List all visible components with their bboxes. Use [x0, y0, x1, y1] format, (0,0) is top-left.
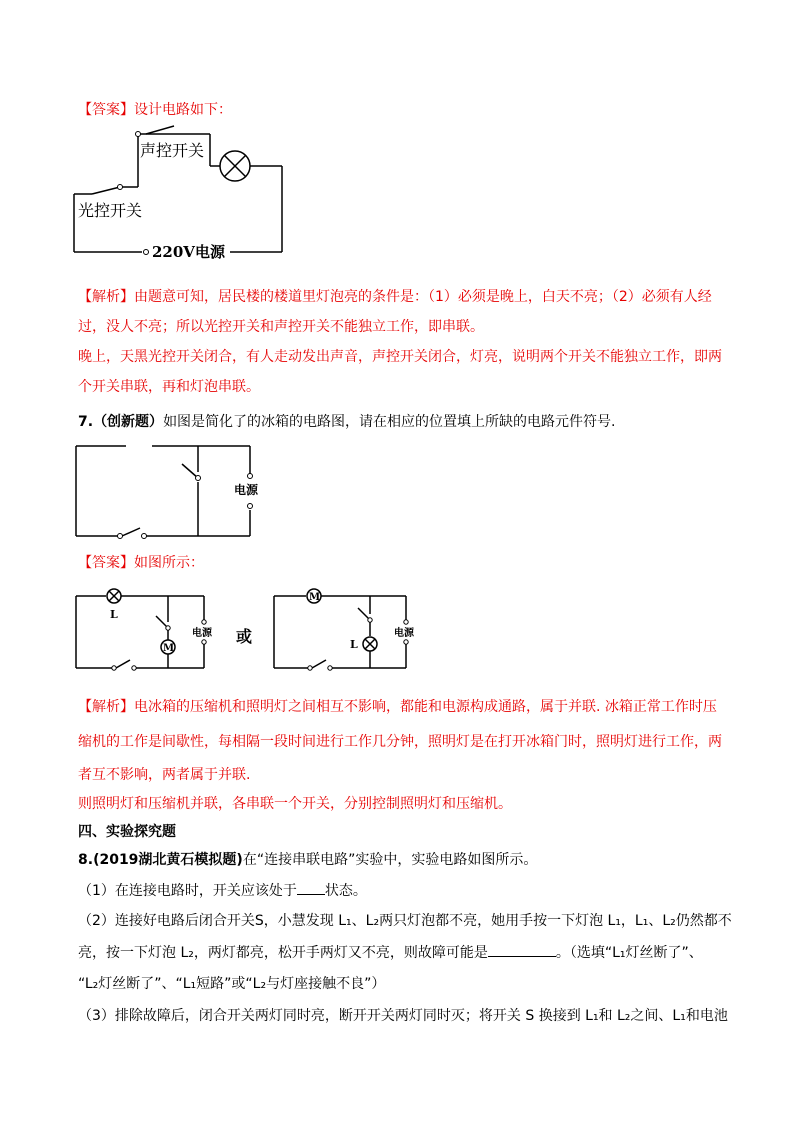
light-switch-label: 光控开关	[78, 201, 143, 220]
sound-switch-label: 声控开关	[140, 141, 205, 160]
part-text: 状态。	[324, 883, 367, 899]
answer-text: 设计电路如下：	[134, 102, 232, 118]
q8-part-3-line-1: （3）排除故障后，闭合开关两灯同时亮，断开开关两灯同时灭；将开关 S 换接到 L₁和 L₂之间、L₁和电池	[78, 1008, 728, 1024]
part-text: （1）在连接电路时，开关应该处于	[78, 883, 297, 899]
answer-text: 如图所示：	[134, 555, 204, 571]
power-label: 电源	[394, 628, 414, 639]
analysis-text: 电冰箱的压缩机和照明灯之间相互不影响，都能和电源构成通路，属于并联. 冰箱正常工作时压	[134, 699, 717, 715]
answer-tag: 【答案】	[78, 102, 134, 118]
q7-answer-circuit-2	[272, 584, 432, 674]
lamp-label: L	[350, 638, 358, 651]
q8-part-1	[78, 880, 367, 901]
q8-part-2-line-3: “L₂灯丝断了”、“L₁短路”或“L₂与灯座接触不良”）	[78, 976, 386, 992]
analysis-text: 由题意可知，居民楼的楼道里灯泡亮的条件是：（1）必须是晚上，白天不亮；（2）必须有人经	[134, 289, 712, 305]
q7-answer-line	[78, 553, 204, 573]
part-text: 亮，按一下灯泡 L₂，两灯都亮，松开手两灯又不亮，则故障可能是	[78, 945, 488, 961]
answer-tag: 【答案】	[78, 555, 134, 571]
analysis-tag: 【解析】	[78, 289, 134, 305]
q8-part-2-line-1: （2）连接好电路后闭合开关S，小慧发现 L₁、L₂两只灯泡都不亮，她用手按一下灯泡 L₁，L₁、L₂仍然都不	[78, 913, 732, 929]
q6-analysis-line-1	[78, 287, 712, 307]
part-text: 。（选填“L₁灯丝断了”、	[555, 945, 703, 961]
question-tag: （创新题）	[93, 414, 164, 430]
q7-analysis-line-2: 缩机的工作是间歇性，每相隔一段时间进行工作几分钟，照明灯是在打开冰箱门时，照明灯进行工作，两	[78, 734, 722, 750]
power-label: 电源	[234, 483, 259, 497]
motor-label: M	[309, 592, 321, 603]
question-tag: (2019湖北黄石模拟题)	[93, 852, 243, 868]
power-label: 220V电源	[152, 243, 225, 261]
q7-answer-circuit-1	[74, 584, 234, 674]
q7-question-circuit	[74, 440, 274, 540]
lamp-label: L	[110, 608, 118, 621]
q7-analysis-line-1	[78, 697, 717, 717]
answer-blank[interactable]	[488, 942, 556, 957]
question-number: 7.	[78, 414, 94, 430]
q7-question-line	[78, 412, 616, 432]
question-number: 8.	[78, 852, 94, 868]
question-text: 如图是简化了的冰箱的电路图，请在相应的位置填上所缺的电路元件符号.	[163, 414, 616, 430]
question-text: 在“连接串联电路”实验中，实验电路如图所示。	[242, 852, 538, 868]
q7-analysis-line-4: 则照明灯和压缩机并联，各串联一个开关，分别控制照明灯和压缩机。	[78, 796, 512, 812]
q8-question-line	[78, 850, 537, 870]
q8-part-2-line-2	[78, 942, 703, 963]
power-label: 电源	[192, 628, 212, 639]
motor-label: M	[163, 643, 175, 654]
answer-blank[interactable]	[297, 880, 325, 895]
or-label: 或	[236, 627, 253, 646]
q6-analysis-line-2: 过，没人不亮；所以光控开关和声控开关不能独立工作，即串联。	[78, 319, 484, 335]
q7-analysis-line-3: 者互不影响，两者属于并联.	[78, 767, 251, 783]
q6-circuit-diagram	[70, 112, 290, 262]
q6-analysis-line-3: 晚上，天黑光控开关闭合，有人走动发出声音，声控开关闭合，灯亮，说明两个开关不能独立工作，即两	[78, 349, 722, 365]
q6-analysis-line-4: 个开关串联，再和灯泡串联。	[78, 379, 260, 395]
section-heading: 四、实验探究题	[78, 824, 176, 840]
analysis-tag: 【解析】	[78, 699, 134, 715]
